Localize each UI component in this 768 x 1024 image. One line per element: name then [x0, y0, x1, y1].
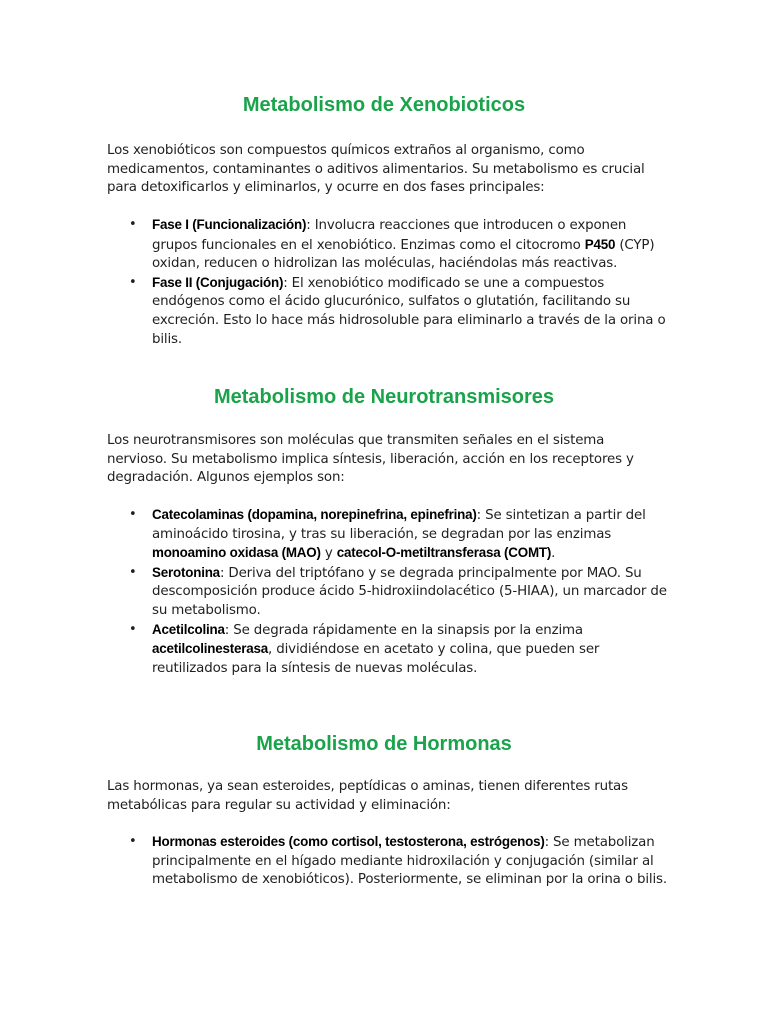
section-heading-xenobioticos: Metabolismo de Xenobioticos: [242, 94, 526, 116]
item-text: (CYP) oxidan, reducen o hidrolizan las moléculas, haciéndolas más reactivas.: [152, 237, 655, 272]
intro-paragraph-xenobioticos: Los xenobióticos son compuestos químicos extraños al organismo, como medicamentos, contaminantes o aditivos alimentarios. Su metabolismo es crucial para detoxificarlos y eliminarlos, y ocurre en dos fases principales:: [107, 143, 645, 196]
list-item: [107, 833, 667, 890]
term-fase-i: Fase I (Funcionalización): [152, 217, 307, 232]
bullet-icon: •: [129, 564, 137, 580]
term-comt: catecol-O-metiltransferasa (COMT): [336, 545, 552, 561]
item-text: : El xenobiótico modificado se une a compuestos endógenos como el ácido glucurónico, sulfatos o glutatión, facilitando su excreción. Esto lo hace más hidrosoluble para eliminarlo a través de la orina o bilis.: [152, 275, 666, 347]
intro-paragraph-neurotransmisores: Los neurotransmisores son moléculas que transmiten señales en el sistema nervioso. Su metabolismo implica síntesis, liberación, acción en los receptores y degradación. Algunos ejemplos son:: [107, 433, 634, 486]
term-acetilcolinesterasa: acetilcolinesterasa: [152, 641, 269, 657]
bullet-list-xenobioticos: [107, 216, 667, 349]
term-serotonina: Serotonina: [152, 564, 220, 580]
item-text: : Se sintetizan a partir del aminoácido tirosina, y tras su liberación, se degradan por las enzimas: [152, 508, 646, 542]
item-text: .: [551, 546, 556, 562]
bullet-icon: •: [129, 621, 137, 637]
bullet-icon: •: [129, 274, 137, 290]
term-mao: monoamino oxidasa (MAO): [152, 545, 321, 561]
term-fase-ii: Fase II (Conjugación): [152, 274, 284, 290]
bullet-icon: •: [129, 834, 137, 849]
section-heading-hormonas: Metabolismo de Hormonas: [256, 733, 512, 755]
intro-paragraph-hormonas: Las hormonas, ya sean esteroides, peptídicas o aminas, tienen diferentes rutas metabólicas para regular su actividad y eliminación:: [107, 779, 628, 813]
item-text: , dividiéndose en acetato y colina, que pueden ser reutilizados para la síntesis de nuevas moléculas.: [152, 642, 600, 676]
term-p450: P450: [584, 236, 616, 252]
bullet-icon: •: [129, 217, 137, 232]
section-heading-neurotransmisores: Metabolismo de Neurotransmisores: [213, 386, 555, 408]
item-text: : Se degrada rápidamente en la sinapsis por la enzima: [224, 622, 583, 638]
item-text: : Deriva del triptófano y se degrada principalmente por MAO. Su descomposición produce ácido 5-hidroxiindolacético (5-HIAA), un marcador de su metabolismo.: [152, 565, 667, 618]
item-text: : Se metabolizan principalmente en el hígado mediante hidroxilación y conjugación (similar al metabolismo de xenobióticos). Posteriormente, se eliminan por la orina o bilis.: [152, 835, 667, 888]
term-catecolaminas: Catecolaminas (dopamina, norepinefrina, epinefrina): [152, 507, 477, 522]
item-text: y: [320, 546, 337, 562]
list-item: [107, 564, 667, 621]
list-item: [107, 506, 667, 564]
list-item: [107, 621, 667, 679]
term-acetilcolina: Acetilcolina: [152, 621, 225, 637]
bullet-list-hormonas: [107, 833, 667, 890]
term-hormonas-esteroides: Hormonas esteroides (como cortisol, testosterona, estrógenos): [152, 834, 545, 849]
bullet-list-neurotransmisores: [107, 506, 667, 678]
item-text: : Involucra reacciones que introducen o exponen grupos funcionales en el xenobiótico. Enzimas como el citocromo: [152, 218, 627, 253]
list-item: [107, 274, 667, 349]
bullet-icon: •: [129, 507, 137, 522]
list-item: [107, 216, 667, 274]
